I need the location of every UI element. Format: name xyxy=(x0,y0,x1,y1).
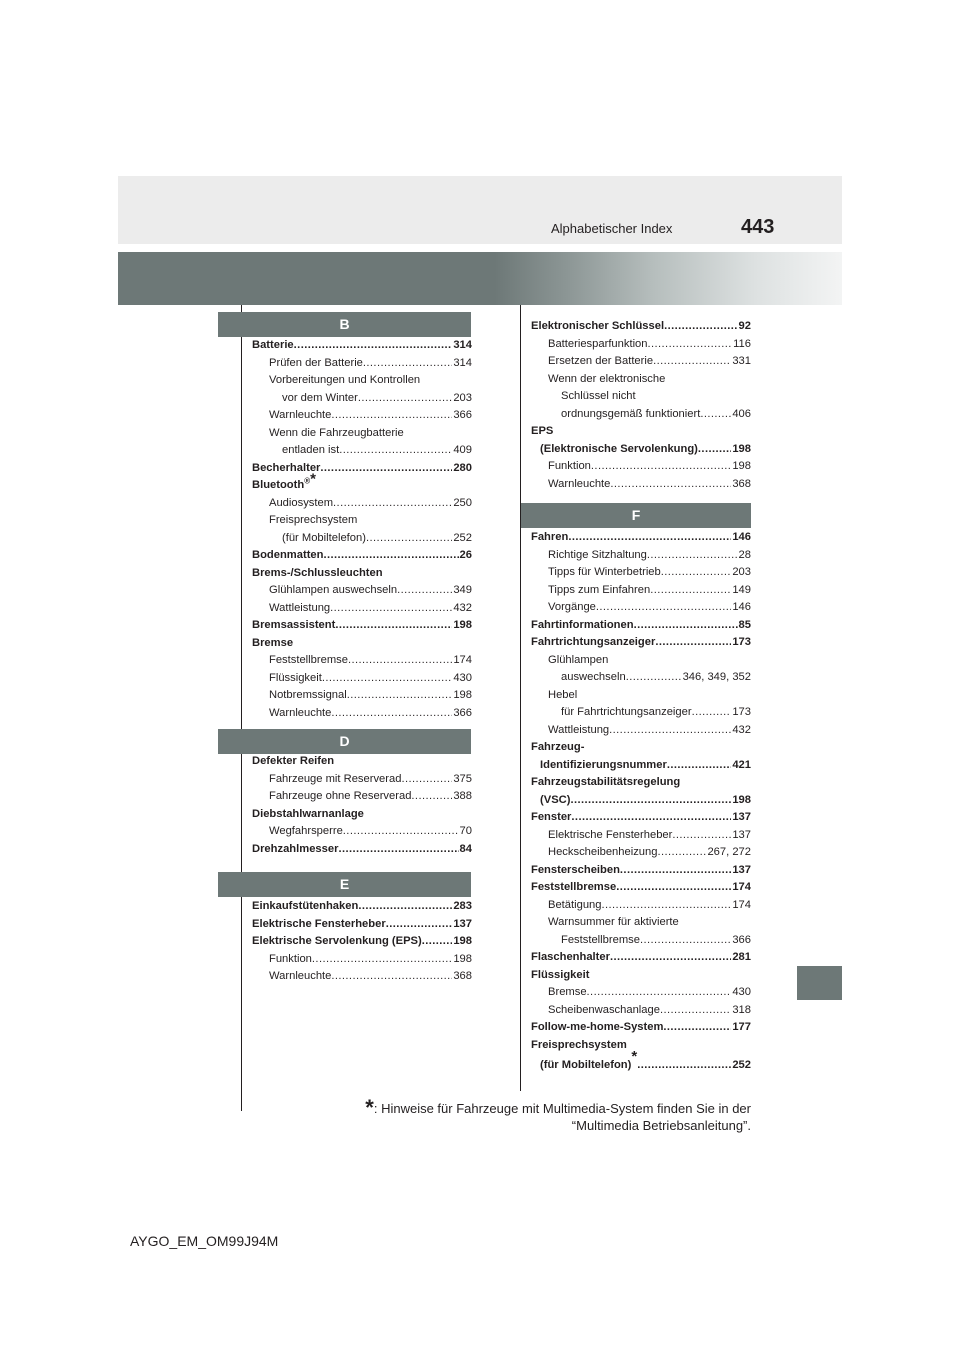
index-entry: Audiosystem ..... 250 xyxy=(252,495,472,513)
index-entry: Warnleuchte ..... 366 xyxy=(252,705,472,723)
index-entry: Vorbereitungen und Kontrollen xyxy=(269,374,421,386)
index-entry: Elektrische Fensterheber ..... 137 xyxy=(252,916,472,934)
index-group-e-continued xyxy=(531,318,751,493)
index-entry: vor dem Winter ..... 203 xyxy=(252,390,472,408)
index-entry: Bremse ..... 430 xyxy=(531,984,751,1002)
index-entry: Betätigung ..... 174 xyxy=(531,897,751,915)
index-entry: Flüssigkeit ..... 430 xyxy=(252,670,472,688)
index-entry: Hebel xyxy=(548,688,578,701)
index-entry: Drehzahlmesser ..... 84 xyxy=(252,841,472,859)
chapter-bar xyxy=(118,252,842,305)
index-entry: Fahrzeug- xyxy=(531,741,585,753)
index-entry: (Elektronische Servolenkung) ..... 198 xyxy=(531,441,751,459)
footnote-line-1: : Hinweise für Fahrzeuge mit Multimedia-System finden Sie in der xyxy=(373,1101,751,1116)
index-entry: Freisprechsystem xyxy=(269,514,358,526)
index-entry: (VSC) ..... 198 xyxy=(531,792,751,810)
index-entry: Batteriesparfunktion ..... 116 xyxy=(531,336,751,354)
index-entry: Tipps zum Einfahren ..... 149 xyxy=(531,582,751,600)
index-entry: Vorgänge ..... 146 xyxy=(531,599,751,617)
index-entry: Feststellbremse ..... 174 xyxy=(252,652,472,670)
index-entry: Feststellbremse ..... 174 xyxy=(531,879,751,897)
index-entry: Brems-/Schlussleuchten xyxy=(252,566,383,579)
header-band xyxy=(118,176,842,244)
index-entry: Fensterscheiben ..... 137 xyxy=(531,862,751,880)
index-entry: Wenn der elektronische xyxy=(548,372,666,385)
index-entry: Heckscheibenheizung ..... 267, 272 xyxy=(531,844,751,862)
index-entry: Elektronischer Schlüssel ..... 92 xyxy=(531,318,751,336)
index-entry: Flüssigkeit xyxy=(531,968,590,981)
index-entry: Warnsummer für aktivierte xyxy=(548,916,679,928)
index-entry: (für Mobiltelefon) ..... 252 xyxy=(252,530,472,548)
index-entry: Bremsassistent ..... 198 xyxy=(252,617,472,635)
section-header-b: B xyxy=(218,312,471,337)
index-entry: Prüfen der Batterie ..... 314 xyxy=(252,355,472,373)
index-entry: Becherhalter ..... 280 xyxy=(252,460,472,478)
index-group-e xyxy=(252,898,472,986)
index-entry: Warnleuchte ..... 366 xyxy=(252,407,472,425)
index-entry: Flaschenhalter ..... 281 xyxy=(531,949,751,967)
index-entry: Fahrzeuge ohne Reserverad ..... 388 xyxy=(252,788,472,806)
index-group-d xyxy=(252,753,472,858)
section-header-f: F xyxy=(521,503,751,528)
right-column-rule xyxy=(520,305,521,1091)
index-entry: auswechseln ..... 346, 349, 352 xyxy=(531,669,751,687)
index-entry: entladen ist ..... 409 xyxy=(252,442,472,460)
index-entry: Freisprechsystem xyxy=(531,1038,627,1051)
section-header-e: E xyxy=(218,872,471,897)
index-entry: Glühlampen xyxy=(548,653,609,666)
index-entry: Tipps für Winterbetrieb ..... 203 xyxy=(531,564,751,582)
index-entry: EPS xyxy=(531,425,554,437)
index-entry: Fahrzeugstabilitätsregelung xyxy=(531,776,681,788)
page-number: 443 xyxy=(741,216,775,238)
chapter-side-tab xyxy=(797,966,842,1000)
index-entry: Identifizierungsnummer ..... 421 xyxy=(531,757,751,775)
footnote-line-2: “Multimedia Betriebsanleitung”. xyxy=(571,1118,751,1133)
index-entry: Diebstahlwarnanlage xyxy=(252,807,364,820)
index-entry: Scheibenwaschanlage ..... 318 xyxy=(531,1002,751,1020)
index-entry: Follow-me-home-System ..... 177 xyxy=(531,1019,751,1037)
index-entry: Bodenmatten ..... 26 xyxy=(252,547,472,565)
index-entry: Wegfahrsperre ..... 70 xyxy=(252,823,472,841)
index-entry: Fahrtrichtungsanzeiger ..... 173 xyxy=(531,634,751,652)
index-entry: Wattleistung ..... 432 xyxy=(531,722,751,740)
index-group-b xyxy=(252,337,472,722)
index-entry: Ersetzen der Batterie ..... 331 xyxy=(531,353,751,371)
index-entry: Defekter Reifen xyxy=(252,755,335,767)
index-entry: Elektrische Servolenkung (EPS) ..... 198 xyxy=(252,933,472,951)
index-entry: ordnungsgemäß funktioniert ..... 406 xyxy=(531,406,751,424)
footnote-asterisk: * xyxy=(365,1095,374,1120)
index-entry: Feststellbremse ..... 366 xyxy=(531,932,751,950)
index-entry: (für Mobiltelefon) * ..... 252 xyxy=(531,1057,751,1075)
index-entry: für Fahrtrichtungsanzeiger ..... 173 xyxy=(531,704,751,722)
index-entry: Warnleuchte ..... 368 xyxy=(531,476,751,494)
index-entry: Funktion ..... 198 xyxy=(531,458,751,476)
index-entry: Notbremssignal ..... 198 xyxy=(252,687,472,705)
index-entry: Wattleistung ..... 432 xyxy=(252,600,472,618)
index-entry: Bremse xyxy=(252,636,294,649)
index-entry: Elektrische Fensterheber ..... 137 xyxy=(531,827,751,845)
section-header-d: D xyxy=(218,729,471,754)
index-entry: Bluetooth®* xyxy=(252,470,316,491)
index-entry: Wenn die Fahrzeugbatterie xyxy=(269,426,404,439)
index-entry: Glühlampen auswechseln ..... 349 xyxy=(252,582,472,600)
index-entry: Richtige Sitzhaltung ..... 28 xyxy=(531,547,751,565)
index-entry: Schlüssel nicht xyxy=(561,390,636,402)
index-entry: Funktion ..... 198 xyxy=(252,951,472,969)
footnote xyxy=(300,1095,751,1134)
index-entry: Fahrtinformationen ..... 85 xyxy=(531,617,751,635)
index-entry: Einkaufstütenhaken ..... 283 xyxy=(252,898,472,916)
left-column-rule xyxy=(241,305,242,1111)
index-group-f xyxy=(531,529,751,1075)
index-entry: Fahren ..... 146 xyxy=(531,529,751,547)
document-code: AYGO_EM_OM99J94M xyxy=(130,1233,279,1249)
index-entry: Fenster ..... 137 xyxy=(531,809,751,827)
header-title: Alphabetischer Index xyxy=(551,221,673,236)
index-entry: Batterie ..... 314 xyxy=(252,337,472,355)
index-entry: Fahrzeuge mit Reserverad ..... 375 xyxy=(252,771,472,789)
index-entry: Warnleuchte ..... 368 xyxy=(252,968,472,986)
